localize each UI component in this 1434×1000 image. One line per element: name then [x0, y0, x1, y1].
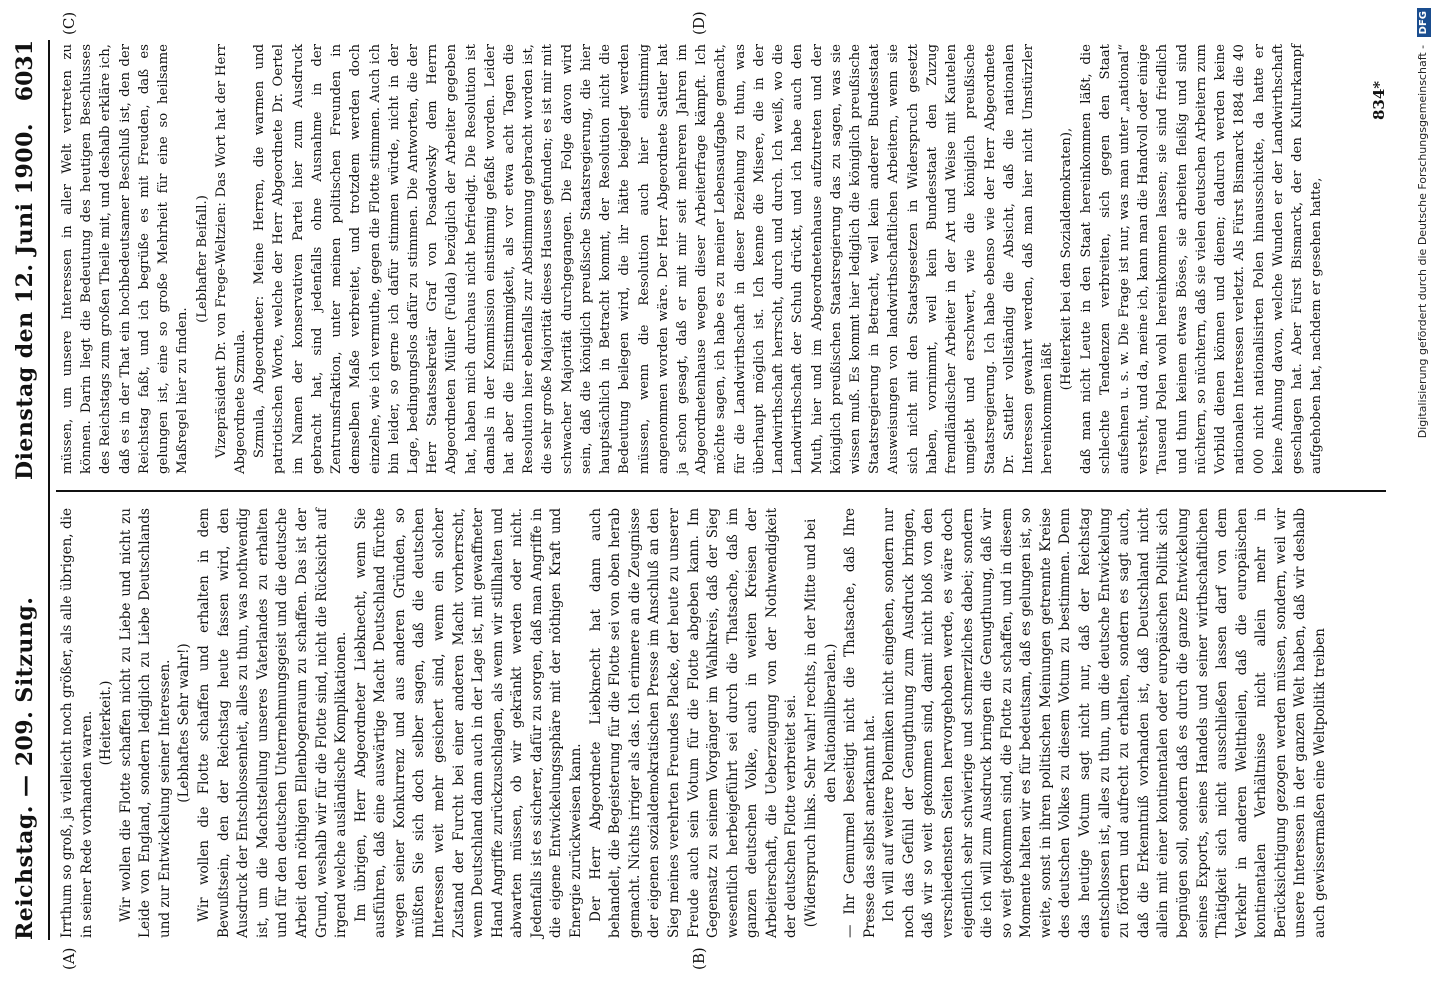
footer-sheet-number: 834* — [1370, 80, 1388, 120]
header-date: Dienstag den 12. Juni 1900. — [12, 122, 38, 480]
paragraph: Irrthum so groß, ja vielleicht noch größer, als alle übrigen, die in seiner Rede vorhanden waren. — [59, 508, 95, 938]
paragraph: (Lebhaftes Sehr wahr!) — [176, 643, 193, 803]
paragraph: Szmula, Abgeordneter: Meine Herren, die warmen und patriotischen Worte, welche der Herr Abgeordnete Dr. Oertel im Namen der konservativen Partei hier zum Ausdruck gebracht hat, sind jedenfalls ohne Ausnahme in der Zentrumsfraktion, unter meinen politischen Freunden in demselben Maße verbreitet, und trotzdem werden doch einzelne, wie ich vermuthe, gegen die Flotte stimmen. Auch ich bin leider, so gerne ich dafür stimmen würde, nicht in der Lage, bedingungslos dafür zu stimmen. Die Antworten, die der Herr Staatssekretär Graf von Posadowsky dem Herrn Abgeordneten Müller (Fulda) bezüglich der Arbeiter gegeben hat, haben mich durchaus nicht befriedigt. Die Resolution ist damals in der Kommission einstimmig gefaßt worden. Leider hat aber die Einstimmigkeit, als vor etwa acht Tagen die Resolution hier ebenfalls zur Abstimmung gebracht worden ist, die sehr große Majorität dieses Hauses gefunden; es ist mir mit schwacher Majorität durchgegangen. Die Folge davon wird sein, daß die königlich preußische Staatsregierung, die hier hauptsächlich in Betracht kommt, der Resolution nicht die Bedeutung beilegen wird, die ihr hätte beigelegt werden müssen, wenn die Resolution auch hier einstimmig angenommen worden wäre. Der Herr Abgeordnete Sattler hat ja schon gesagt, daß er mit mir seit mehreren Jahren im Abgeordnetenhause wegen dieser Arbeiterfrage kämpft. Ich möchte sagen, ich habe es zu meiner Lebensaufgabe gemacht, für die Landwirthschaft in dieser Beziehung zu thun, was überhaupt möglich ist. Ich kenne die Misere, die in der Landwirthschaft herrscht, durch und durch. Ich weiß, wo die Landwirthschaft der Schuh drückt, und ich habe auch den Muth, hier und im Abgeordnetenhause aufzutreten und der königlich preußischen Staatsregierung das zu sagen, was sie wissen muß. Es kommt hier lediglich die königlich preußische Staatsregierung in Betracht, weil kein anderer Bundesstaat Ausweisungen von landwirthschaftlichen Arbeitern, wenn sie sich nicht mit den Staatsgesetzen in Widerspruch gesetzt haben, vornimmt, weil kein Bundesstaat den Zuzug fremdländischer Arbeiter in der Art und Weise mit Kautelen umgiebt und erschwert, wie die königlich preußische Staatsregierung. Ich habe ebenso wie der Herr Abgeordnete Dr. Sattler vollständig die Absicht, daß die nationalen Interessen gewahrt werden, daß man hier nicht Umstürzler hereinkommen läßt — [252, 44, 1056, 474]
paragraph: (Heiterkeit.) — [98, 680, 115, 766]
paragraph: (Widerspruch links. Sehr wahr! rechts, in der Mitte und bei den Nationalliberalen.) — [802, 518, 839, 928]
header-rule — [48, 40, 50, 940]
paragraph: Wir wollen die Flotte schaffen nicht zu Liebe und nicht zu Leide von England, sondern lediglich zu Liebe Deutschlands und zur Entwickelung seiner Interessen. — [117, 508, 173, 938]
margin-marker-a: (A) — [60, 947, 78, 970]
margin-marker-b: (B) — [690, 947, 708, 970]
column-divider — [56, 491, 1386, 493]
paragraph: (Lebhafter Beifall.) — [194, 195, 210, 323]
header-page-number: 6031 — [12, 40, 38, 102]
paragraph: — Ihr Gemurmel beseitigt nicht die Thatsache, daß Ihre Presse das selbst anerkannt hat. — [842, 508, 878, 938]
paragraph: Vizepräsident Dr. von Frege-Weltzien: Das Wort hat der Herr Abgeordnete Szmula. — [213, 44, 248, 474]
page-header — [12, 40, 52, 940]
paragraph: müssen, um unsere Interessen in aller Welt vertreten zu können. Darin liegt die Bedeutung des heutigen Beschlusses des Reichstags zum großen Theile mit, und deshalb erkläre ich, daß es in der That ein hochbedeutsamer Beschluß ist, den der Reichstag faßt, und ich begrüße es mit Freuden, daß es gelungen ist, eine so große Mehrheit für eine so heilsame Maßregel hier zu finden. — [60, 44, 191, 474]
watermark-text: Digitalisierung gefördert durch die Deutsche Forschungsgemeinschaft - — [1416, 44, 1429, 439]
margin-marker-d: (D) — [690, 11, 708, 35]
dfg-watermark — [1414, 8, 1432, 992]
paragraph: (Heiterkeit bei den Sozialdemokraten), — [1059, 127, 1075, 391]
paragraph: Im übrigen, Herr Abgeordneter Liebknecht, wenn Sie ausführen, daß eine auswärtige Macht Deutschland fürchte wegen seiner Konkurrenz und aus anderen Gründen, so müßten Sie sich doch selber sagen, daß die deutschen Interessen weit mehr gesichert sind, wenn ein solcher Zustand der Furcht bei einer anderen Macht vorherrscht, wenn Deutschland dann auch in der Lage ist, mit gewaffneter Hand Angriffe zurückzuschlagen, als wenn wir stillhalten und abwarten müssen, ob wir gekränkt werden oder nicht. Jedenfalls ist es sicherer, dafür zu sorgen, daß man Angriffe in die eigene Entwickelungssphäre mit der nöthigen Kraft und Energie zurückweisen kann. — [352, 508, 585, 938]
paragraph: daß man nicht Leute in den Staat hereinkommen läßt, die schlechte Tendenzen verbreiten, sich gegen den Staat aufsehnen u. s. w. Die Frage ist nur, was man unter „national“ versteht, und da, meine ich, kann man die Handvoll oder einige Tausend Polen wohl hereinkommen lassen; sie sind friedlich und thun keinem etwas Böses, sie arbeiten fleißig und sind nüchtern, so nüchtern, daß sie vielen deutschen Arbeitern zum Vorbild dienen können und dienen; dadurch werden keine nationalen Interessen verletzt. Als Fürst Bismarck 1884 die 40 000 nicht nationalisirten Polen hinausschickte, da hatte er keine Ahnung davon, welche Wunden er der Landwirthschaft geschlagen hat. Aber Fürst Bismarck, der den Kulturkampf aufgehoben hat, nachdem er gesehen hatte, — [1078, 44, 1325, 474]
left-column — [58, 508, 1331, 938]
right-column — [58, 44, 1326, 474]
dfg-logo: DFG — [1417, 8, 1431, 37]
header-session-title: Reichstag. — 209. Sitzung. — [12, 596, 38, 940]
margin-marker-c: (C) — [60, 11, 78, 35]
paragraph: Wir wollen die Flotte schaffen und erhalten in dem Bewußtsein, den der Reichstag heute fassen wird, den Ausdruck der Entschlossenheit, alles zu thun, was nothwendig ist, um die Machtstellung unseres Vaterlandes zu erhalten und für den deutschen Unternehmungsgeist und die deutsche Arbeit den nöthigen Ellenbogenraum zu schaffen. Das ist der Grund, weshalb wir für die Flotte sind, nicht die Rücksicht auf irgend welche ausländische Komplikationen. — [196, 508, 350, 938]
paragraph: Ich will auf weitere Polemiken nicht eingehen, sondern nur noch das Gefühl der Genugthuung zum Ausdruck bringen, daß wir so weit gekommen sind, damit nicht bloß von den verschiedensten Seiten hervorgehoben werde, es wäre doch eigentlich sehr schwierige und schmerzliches dabei; sondern die ich will zum Ausdruck bringen die Genugthuung, daß wir so weit gekommen sind, die Flotte zu schaffen, und in diesem Momente halten wir es für bedeutsam, daß es gelungen ist, so weite, sonst in ihren politischen Meinungen getrennte Kreise des deutschen Volkes zu diesem Votum zu bestimmen. Denn das heutige Votum sagt nicht nur, daß der Reichstag entschlossen ist, alles zu thun, um die deutsche Entwickelung zu fördern und aufrecht zu erhalten, sondern es sagt auch, daß die Erkenntniß vorhanden ist, daß Deutschland nicht allein mit einer kontinentalen oder europäischen Politik sich begnügen soll, sondern daß es durch die ganze Entwickelung seines Exports, seines Handels und seiner wirthschaftlichen Thätigkeit sich nicht ausschließen lassen darf von dem Verkehr in anderen Welttheilen, daß die europäischen kontinentalen Verhältnisse nicht allein mehr in Berücksichtigung gezogen werden müssen, sondern, weil wir unsere Interessen in der ganzen Welt haben, daß wir deshalb auch gewissermaßen eine Weltpolitik treiben — [881, 508, 1328, 938]
paragraph: Der Herr Abgeordnete Liebknecht hat dann auch behandelt, die Begeisterung für die Flotte sei von oben herab gemacht. Nichts irriger als das. Ich erinnere an die Zeugnisse der eigenen sozialdemokratischen Presse im Anschluß an den Sieg meines verehrten Freundes Placke, der heute zu unserer Freude auch sein Votum für die Flotte abgeben kann. Im Gegensatz zu seinem Vorgänger im Wahlkreis, daß der Sieg wesentlich herbeigeführt sei durch die Thatsache, daß im ganzen deutschen Volke, auch in weiten Kreisen der Arbeiterschaft, die Ueberzeugung von der Nothwendigkeit der deutschen Flotte verbreitet sei. — [587, 508, 800, 938]
